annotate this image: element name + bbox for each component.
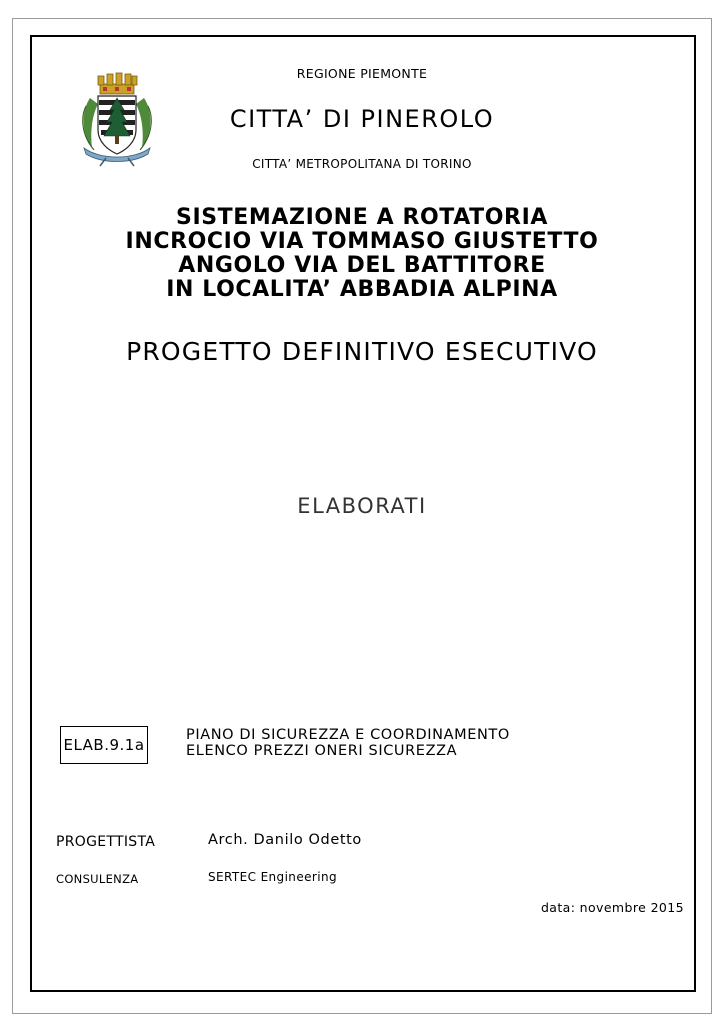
consulting-name: SERTEC Engineering (208, 870, 337, 884)
document-code-box (60, 726, 148, 764)
project-title-line: INCROCIO VIA TOMMASO GIUSTETTO (125, 229, 599, 254)
project-phase: PROGETTO DEFINITIVO ESECUTIVO (126, 337, 598, 366)
project-title-line: IN LOCALITA’ ABBADIA ALPINA (166, 277, 558, 302)
document-date: data: novembre 2015 (540, 900, 684, 915)
project-title (126, 206, 599, 302)
document-description-line: PIANO DI SICUREZZA E COORDINAMENTO (186, 727, 510, 743)
document-description-line: ELENCO PREZZI ONERI SICUREZZA (186, 743, 458, 759)
consulting-label: CONSULENZA (56, 872, 139, 886)
document-description (186, 727, 510, 759)
project-title-line: ANGOLO VIA DEL BATTITORE (178, 253, 546, 278)
document-code: ELAB.9.1a (63, 736, 145, 754)
section-title: ELABORATI (297, 494, 427, 518)
designer-label: PROGETTISTA (56, 834, 156, 850)
crown-icon (98, 73, 137, 94)
project-title-line: SISTEMAZIONE A ROTATORIA (176, 205, 548, 230)
metro-label: CITTA’ METROPOLITANA DI TORINO (252, 157, 472, 171)
designer-name: Arch. Danilo Odetto (208, 832, 362, 848)
coat-of-arms-icon (76, 70, 158, 168)
city-title: CITTA’ DI PINEROLO (229, 105, 495, 133)
region-label: REGIONE PIEMONTE (296, 66, 428, 81)
